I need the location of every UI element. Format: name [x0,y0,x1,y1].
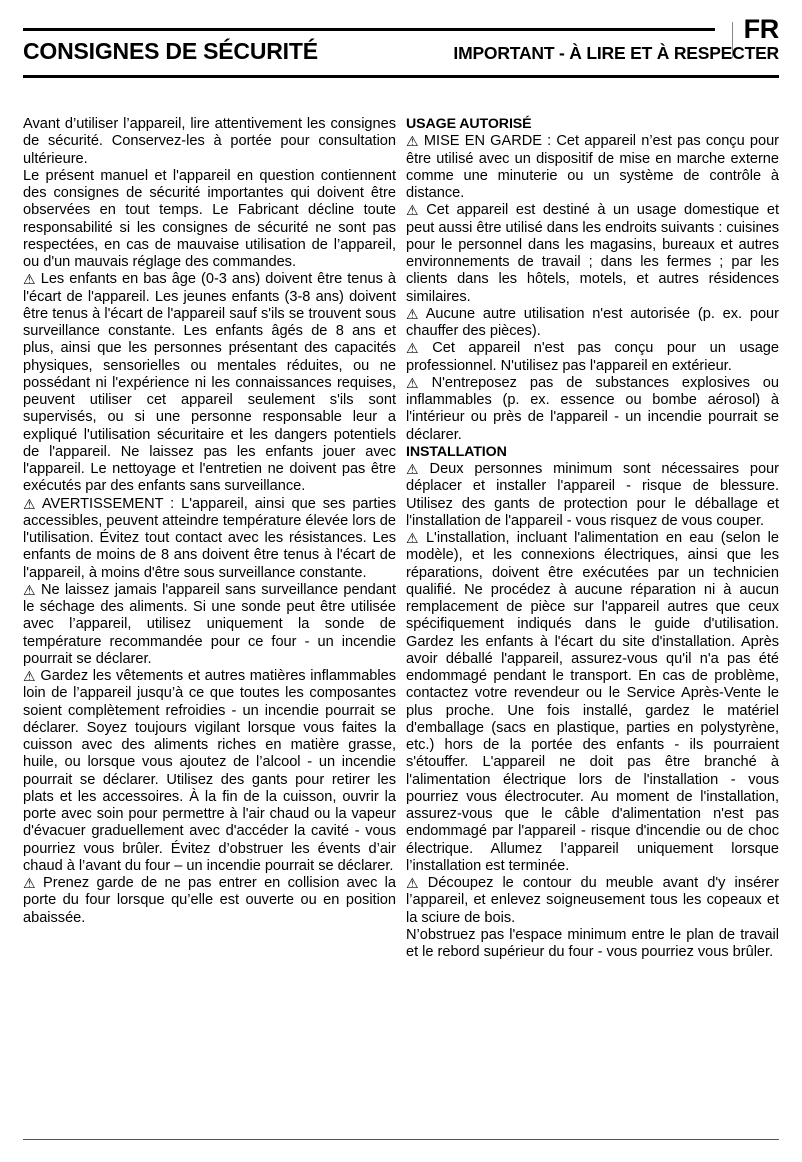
document-page [0,14,802,1162]
warning-triangle-icon: ⚠ [406,531,419,547]
paragraph-text: Cet appareil est destiné à un usage domestique et peut aussi être utilisé dans les endroits suivants : cuisines pour le personnel dans les magasins, bureaux et autres environnements de travail ; dans les fermes ; par les clients dans les hôtels, motels, et autres résidences similaires. [406,202,779,305]
warning-triangle-icon: ⚠ [23,876,36,892]
warning-triangle-icon: ⚠ [23,496,36,513]
safety-paragraph [406,340,779,375]
page-subtitle: IMPORTANT - À LIRE ET À RESPECTER [453,43,779,63]
section-heading: USAGE AUTORISÉ [406,116,532,132]
safety-paragraph [23,668,396,875]
paragraph-text: N’obstruez pas l'espace minimum entre le plan de travail et le rebord supérieur du four - vous pourriez vous brûler. [406,926,779,960]
safety-paragraph [406,461,779,530]
right-column [406,116,779,961]
paragraph-text: L'installation, incluant l'alimentation en eau (selon le modèle), et les connexions électriques, ainsi que les réparations, doivent être exécutées par un technicien qualifié. Ne procédez à aucune réparation ni à aucun remplacement de pièce sur l'appareil autres que ceux spécifiquement indiqués dans le guide d'utilisation. Gardez les enfants à l'écart du site d'installation. Après avoir déballé l'appareil, assurez-vous qu'il n'a pas été endommagé pendant le transport. En cas de problème, contactez votre revendeur ou le Service Après-Vente le plus proche. Une fois installé, gardez le matériel d'emballage (sacs en plastique, parties en polystyrène, etc.) hors de la portée des enfants - ils pourraient s'étouffer. L'appareil ne doit pas être branché à l'alimentation électrique lors de l'installation - vous pourriez vous électrocuter. Au moment de l'installation, assurez-vous que le câble d'alimentation n'est pas endommagé par l'appareil - risque d'incendie ou de choc électrique. Allumez l’appareil uniquement lorsque l’installation est terminée. [406,530,779,874]
safety-paragraph [23,168,396,272]
paragraph-text: Cet appareil n'est pas conçu pour un usage professionnel. N'utilisez pas l'appareil en extérieur. [406,340,779,374]
safety-paragraph [406,133,779,202]
warning-triangle-icon: ⚠ [23,669,36,685]
safety-paragraph [23,496,396,582]
safety-paragraph [406,875,779,927]
warning-triangle-icon: ⚠ [23,582,36,599]
paragraph-text: Ne laissez jamais l'appareil sans surveillance pendant le séchage des aliments. Si une sonde peut être utilisée avec l’appareil, utilisez uniquement la sonde de température recommandée pour ce four - un incendie pourrait se déclarer. [23,581,396,667]
language-code: FR [743,14,779,44]
warning-triangle-icon: ⚠ [406,134,419,151]
paragraph-text: N'entreposez pas de substances explosives ou inflammables (p. ex. essence ou bombe aérosol) à l'intérieur ou près de l'appareil - un incendie pourrait se déclarer. [406,374,779,443]
warning-triangle-icon: ⚠ [406,876,419,892]
warning-triangle-icon: ⚠ [406,341,419,358]
paragraph-text: AVERTISSEMENT : L'appareil, ainsi que ses parties accessibles, peuvent atteindre température élevée lors de l'utilisation. Évitez tout contact avec les résistances. Les enfants de moins de 8 ans doivent être tenus à l'écart de l'appareil, à moins d'être sous surveillance constante. [23,495,396,581]
paragraph-text: Deux personnes minimum sont nécessaires pour déplacer et installer l'appareil - risque de blessure. Utilisez des gants de protection pour le déballage et l'installation de l'appareil - vous risquez de vous couper. [406,461,779,529]
header-bottom-rule [23,75,779,78]
header-top-rule [23,28,715,31]
paragraph-text: MISE EN GARDE : Cet appareil n’est pas conçu pour être utilisé avec un dispositif de mise en marche externe comme une minuterie ou un système de contrôle à distance. [406,133,780,201]
safety-paragraph [406,306,779,341]
page-title: CONSIGNES DE SÉCURITÉ [23,38,318,64]
warning-triangle-icon: ⚠ [23,272,36,289]
safety-paragraph [406,375,779,444]
warning-triangle-icon: ⚠ [406,462,419,478]
safety-paragraph [23,271,396,495]
warning-triangle-icon: ⚠ [406,203,419,220]
paragraph-text: Avant d’utiliser l’appareil, lire attentivement les consignes de sécurité. Conservez-les à portée pour consultation ultérieure. [23,116,396,167]
safety-paragraph [406,202,779,306]
safety-paragraph [406,927,779,962]
warning-triangle-icon: ⚠ [406,306,419,323]
two-column-body [23,116,779,961]
paragraph-text: Les enfants en bas âge (0-3 ans) doivent être tenus à l'écart de l'appareil. Les jeunes enfants (3-8 ans) doivent être tenus à l'écart de l'appareil sauf s'ils se trouvent sous surveillance constante. Les enfants âgés de 8 ans et plus, ainsi que les personnes présentant des capacités physiques, sensorielles ou mentales réduites, ou ne possédant ni l'expérience ni les connaissances requises, peuvent utiliser cet appareil seulement s'ils sont supervisés, ou si une personne responsable leur a expliqué l'utilisation sécuritaire et les dangers potentiels de l'appareil. Ne laissez pas les enfants jouer avec l'appareil. Le nettoyage et l'entretien ne doivent pas être exécutés par des enfants sans surveillance. [23,271,396,495]
paragraph-text: Aucune autre utilisation n'est autorisée (p. ex. pour chauffer des pièces). [406,305,779,339]
section-heading: INSTALLATION [406,443,507,460]
paragraph-text: Prenez garde de ne pas entrer en collision avec la porte du four lorsque qu’elle est ouverte ou en position abaissée. [23,875,396,926]
left-column [23,116,396,961]
header-title-row [23,38,779,65]
safety-paragraph [23,875,396,927]
page-header [23,14,779,88]
paragraph-text: Découpez le contour du meuble avant d'y insérer l’appareil, et enlevez soigneusement tous les copeaux et la sciure de bois. [406,875,779,926]
paragraph-text: Le présent manuel et l'appareil en question contiennent des consignes de sécurité importantes qui doivent être observées en tout temps. Le Fabricant décline toute responsabilité si les consignes de sécurité ne sont pas respectées, en cas de mauvaise utilisation de l’appareil, ou d'un mauvais réglage des commandes. [23,167,396,270]
footer-rule [23,1139,779,1140]
safety-paragraph [406,530,779,875]
safety-paragraph [23,116,396,168]
paragraph-text: Gardez les vêtements et autres matières inflammables loin de l’appareil jusqu’à ce que toutes les composantes soient complètement refroidies - un incendie pourrait se déclarer. Soyez toujours vigilant lorsque vous faites la cuisson avec des aliments riches en matière grasse, huile, ou lorsque vous ajoutez de l’alcool - un incendie pourrait se déclarer. Utilisez des gants pour retirer les plats et les accessoires. À la fin de la cuisson, ouvrir la porte avec soin pour permettre à l'air chaud ou la vapeur d'évacuer graduellement avec d'accéder la cavité - vous pourriez vous brûler. Évitez d’obstruer les évents d’air chaud à l’avant du four – un incendie pourrait se déclarer. [23,668,396,874]
warning-triangle-icon: ⚠ [406,375,419,392]
safety-paragraph [23,582,396,668]
